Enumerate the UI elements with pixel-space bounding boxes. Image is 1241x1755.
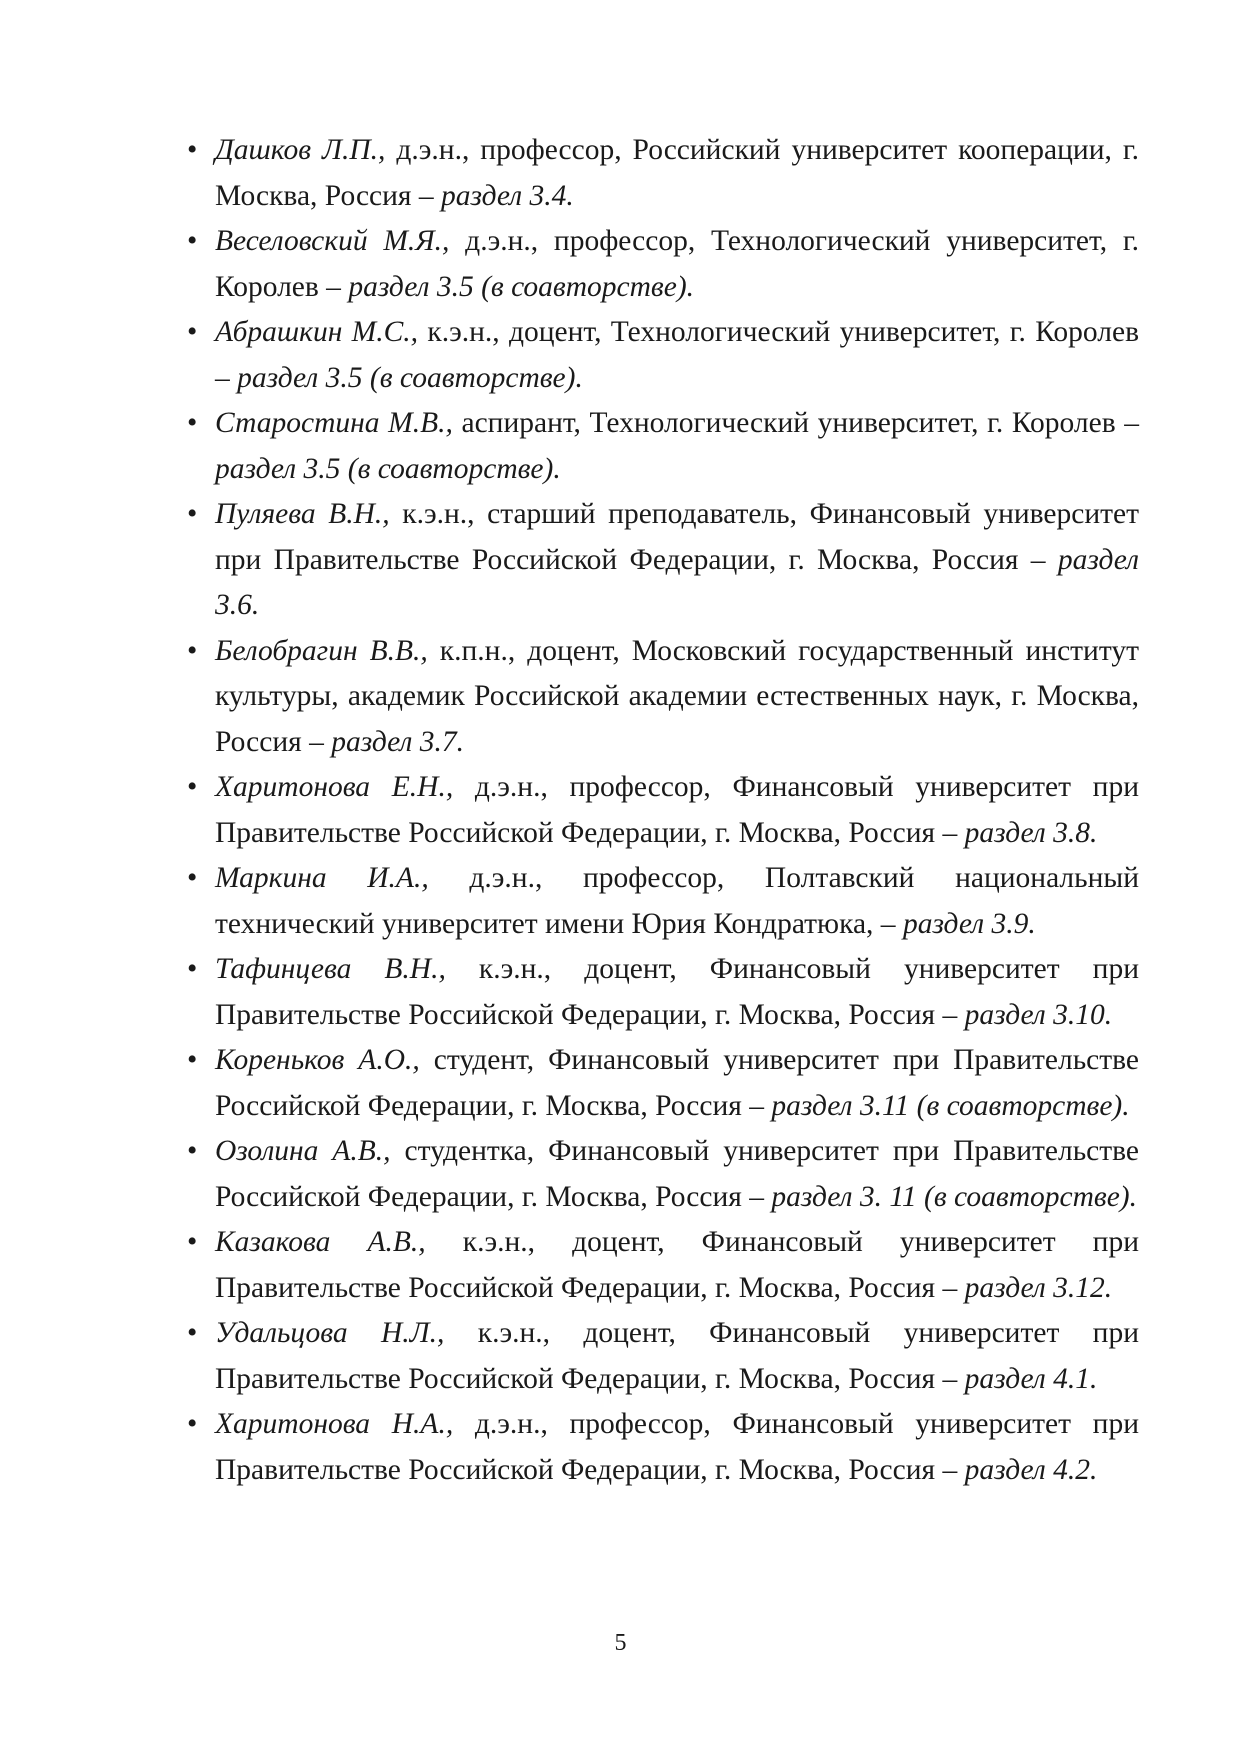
author-entry xyxy=(187,629,1139,766)
author-details: д.э.н., профессор, Российский университет кооперации, г. Москва, Россия – xyxy=(215,134,1139,212)
author-details: к.э.н., доцент, Технологический университет, г. Королев – xyxy=(215,316,1139,394)
author-name: Казакова А.В., xyxy=(215,1226,426,1258)
section-ref: раздел 4.1. xyxy=(964,1362,1098,1395)
section-ref: раздел 3. 11 (в соавторстве). xyxy=(771,1180,1137,1213)
author-name: Белобрагин В.В., xyxy=(215,634,428,667)
section-ref: раздел 3.11 (в соавторстве). xyxy=(771,1089,1130,1122)
author-name: Дашков Л.П., xyxy=(215,134,386,166)
section-ref: раздел 3.4. xyxy=(441,179,574,212)
bullet: • xyxy=(187,134,198,166)
author-name: Маркина И.А., xyxy=(215,862,429,894)
bullet: • xyxy=(187,407,198,439)
section-ref: раздел 3.5 (в соавторстве). xyxy=(237,361,583,394)
bullet: • xyxy=(187,634,198,667)
page-content xyxy=(187,128,1139,1493)
author-name: Старостина М.В., xyxy=(215,407,453,439)
author-name: Абрашкин М.С., xyxy=(215,316,419,348)
author-details: аспирант, Технологический университет, г. Королев – xyxy=(452,407,1140,439)
author-entry xyxy=(187,1402,1139,1493)
bullet: • xyxy=(187,1044,198,1076)
author-name: Пуляева В.Н., xyxy=(215,498,390,530)
author-name: Удальцова Н.Л., xyxy=(215,1317,445,1349)
bullet: • xyxy=(187,771,198,803)
author-entry xyxy=(187,1311,1139,1402)
author-entry xyxy=(187,947,1139,1038)
bullet: • xyxy=(187,1135,198,1167)
section-ref: раздел 3.10. xyxy=(964,998,1113,1031)
bullet: • xyxy=(187,1226,198,1258)
author-entry xyxy=(187,492,1139,629)
bullet: • xyxy=(187,953,198,985)
author-name: Харитонова Е.Н., xyxy=(215,771,454,803)
author-name: Озолина А.В., xyxy=(215,1135,391,1167)
author-name: Кореньков А.О., xyxy=(215,1044,420,1076)
author-entry xyxy=(187,128,1139,219)
author-name: Харитонова Н.А., xyxy=(215,1408,454,1440)
author-details: к.э.н., доцент, Финансовый университет при Правительстве Российской Федерации, г. Москва, Россия – xyxy=(215,1226,1139,1304)
section-ref: раздел 3.5 (в соавторстве). xyxy=(348,270,695,303)
author-details: д.э.н., профессор, Полтавский национальный технический университет имени Юрия Кондратюка, – xyxy=(215,862,1139,940)
section-ref: раздел 3.8. xyxy=(964,816,1098,849)
section-ref: раздел 4.2. xyxy=(964,1453,1098,1486)
author-details: к.э.н., старший преподаватель, Финансовый университет при Правительстве Российской Федерации, г. Москва, Россия – xyxy=(215,498,1139,576)
section-ref: раздел 3.7. xyxy=(331,725,464,758)
author-entry xyxy=(187,1220,1139,1311)
author-details: д.э.н., профессор, Финансовый университет при Правительстве Российской Федерации, г. Москва, Россия – xyxy=(215,1408,1139,1486)
author-details: к.э.н., доцент, Финансовый университет при Правительстве Российской Федерации, г. Москва, Россия – xyxy=(215,953,1139,1031)
section-ref: раздел 3.9. xyxy=(902,907,1036,940)
author-entry xyxy=(187,219,1139,310)
bullet: • xyxy=(187,1408,198,1440)
bullet: • xyxy=(187,225,198,257)
bullet: • xyxy=(187,316,198,348)
bullet: • xyxy=(187,1317,198,1349)
author-details: д.э.н., профессор, Финансовый университет при Правительстве Российской Федерации, г. Москва, Россия – xyxy=(215,771,1139,849)
section-ref: раздел 3.5 (в соавторстве). xyxy=(215,452,561,485)
authors-list xyxy=(187,128,1139,1493)
bullet: • xyxy=(187,862,198,894)
author-entry xyxy=(187,1129,1139,1220)
author-name: Веселовский М.Я., xyxy=(215,225,450,257)
author-entry xyxy=(187,856,1139,947)
bullet: • xyxy=(187,498,198,530)
section-ref: раздел 3.6. xyxy=(215,543,1139,621)
author-details: к.п.н., доцент, Московский государственный институт культуры, академик Российской академии естественных наук, г. Москва, Россия – xyxy=(215,634,1139,758)
page-number: 5 xyxy=(614,1630,627,1656)
author-details: д.э.н., профессор, Технологический университет, г. Королев – xyxy=(215,225,1139,303)
section-ref: раздел 3.12. xyxy=(964,1271,1113,1304)
author-details: студентка, Финансовый университет при Правительстве Российской Федерации, г. Москва, Россия – xyxy=(215,1135,1139,1213)
author-details: студент, Финансовый университет при Правительстве Российской Федерации, г. Москва, Россия – xyxy=(215,1044,1139,1122)
author-entry xyxy=(187,310,1139,401)
author-details: к.э.н., доцент, Финансовый университет при Правительстве Российской Федерации, г. Москва, Россия – xyxy=(215,1317,1139,1395)
author-entry xyxy=(187,765,1139,856)
author-entry xyxy=(187,1038,1139,1129)
author-entry xyxy=(187,401,1139,492)
author-name: Тафинцева В.Н., xyxy=(215,953,446,985)
